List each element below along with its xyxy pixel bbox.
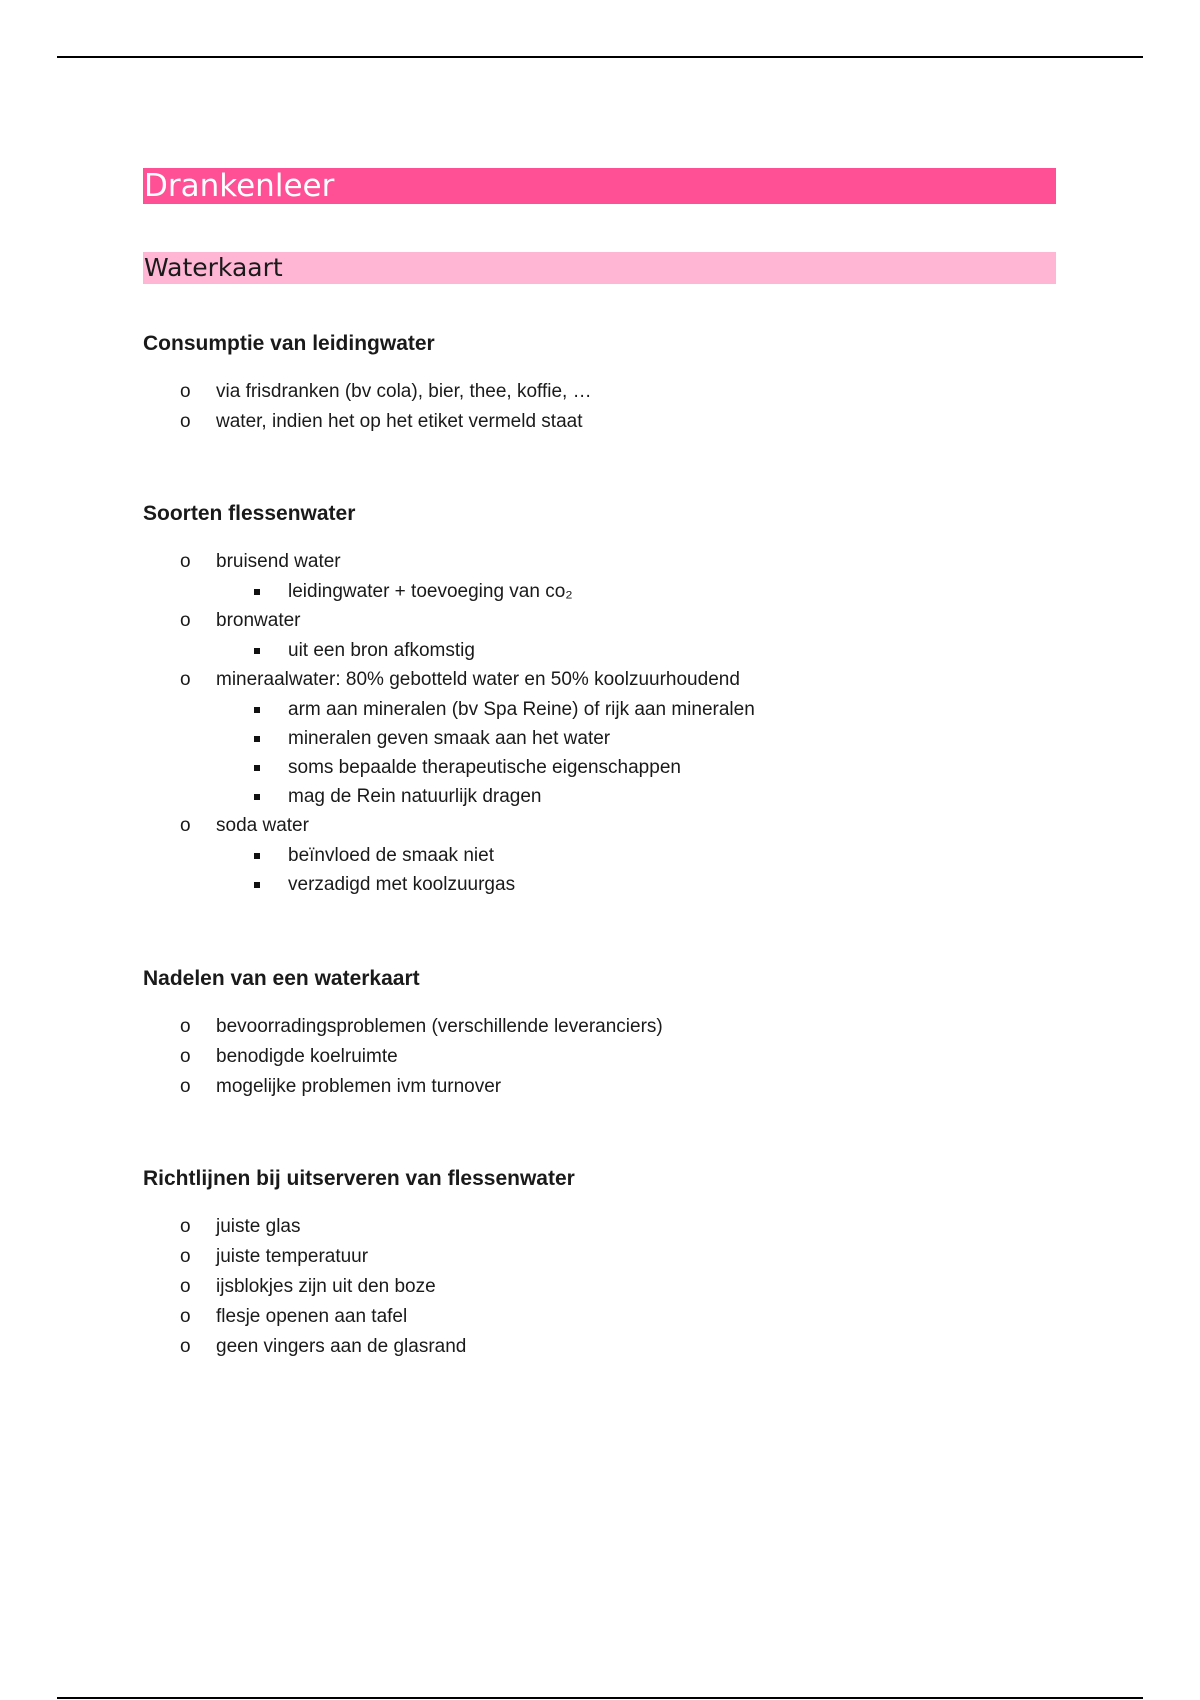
document-subtitle: Waterkaart	[143, 252, 1056, 284]
circle-bullet-icon: o	[180, 1276, 191, 1297]
sub-list-item-text: beïnvloed de smaak niet	[288, 845, 494, 866]
list-item	[143, 407, 592, 437]
bullet-list	[143, 1012, 663, 1102]
sub-list-item	[143, 782, 755, 811]
section-heading: Nadelen van een waterkaart	[143, 967, 420, 990]
sub-list-item-text: uit een bron afkomstig	[288, 640, 475, 661]
sub-list-item	[143, 695, 755, 724]
list-item	[143, 377, 592, 407]
sub-list-item-text: soms bepaalde therapeutische eigenschappen	[288, 757, 681, 778]
list-item-text: via frisdranken (bv cola), bier, thee, koffie, …	[216, 381, 592, 402]
circle-bullet-icon: o	[180, 1046, 191, 1067]
list-item	[143, 1332, 575, 1362]
section-consumptie	[143, 331, 592, 437]
square-bullet-icon	[254, 853, 260, 859]
bullet-list	[143, 1212, 575, 1362]
square-bullet-icon	[254, 794, 260, 800]
section-heading: Soorten flessenwater	[143, 502, 356, 525]
sub-list	[216, 636, 755, 665]
list-item-text: bruisend water	[216, 551, 341, 572]
circle-bullet-icon: o	[180, 1076, 191, 1097]
section-soorten	[143, 501, 755, 899]
list-item	[143, 1012, 663, 1042]
sub-list	[216, 577, 755, 606]
sub-list	[216, 841, 755, 899]
circle-bullet-icon: o	[180, 669, 191, 690]
list-item-text: flesje openen aan tafel	[216, 1306, 408, 1327]
circle-bullet-icon: o	[180, 1016, 191, 1037]
section-heading: Consumptie van leidingwater	[143, 332, 435, 355]
section-heading: Richtlijnen bij uitserveren van flessenwater	[143, 1167, 575, 1190]
list-item	[143, 1242, 575, 1272]
list-item-text: bronwater	[216, 610, 301, 631]
list-item	[143, 811, 755, 899]
sub-list	[216, 695, 755, 811]
list-item-text: bevoorradingsproblemen (verschillende leveranciers)	[216, 1016, 663, 1037]
document-body	[143, 168, 1056, 1357]
sub-list-item	[143, 870, 755, 899]
circle-bullet-icon: o	[180, 411, 191, 432]
sub-list-item-text: leidingwater + toevoeging van co₂	[288, 581, 573, 602]
list-item	[143, 665, 755, 811]
list-item	[143, 1072, 663, 1102]
sub-list-item-text: verzadigd met koolzuurgas	[288, 874, 516, 895]
list-item-text: benodigde koelruimte	[216, 1046, 398, 1067]
sub-list-item	[143, 753, 755, 782]
sub-list-item	[143, 577, 755, 606]
square-bullet-icon	[254, 882, 260, 888]
list-item	[143, 547, 755, 606]
square-bullet-icon	[254, 736, 260, 742]
list-item-text: soda water	[216, 815, 309, 836]
sub-list-item	[143, 724, 755, 753]
sub-list-item-text: mag de Rein natuurlijk dragen	[288, 786, 542, 807]
list-item-text: water, indien het op het etiket vermeld staat	[216, 411, 583, 432]
circle-bullet-icon: o	[180, 551, 191, 572]
bottom-rule	[57, 1697, 1143, 1699]
square-bullet-icon	[254, 589, 260, 595]
list-item	[143, 1212, 575, 1242]
circle-bullet-icon: o	[180, 381, 191, 402]
sub-list-item-text: mineralen geven smaak aan het water	[288, 728, 611, 749]
circle-bullet-icon: o	[180, 1336, 191, 1357]
square-bullet-icon	[254, 648, 260, 654]
list-item-text: ijsblokjes zijn uit den boze	[216, 1276, 436, 1297]
section-nadelen	[143, 966, 663, 1102]
list-item-text: geen vingers aan de glasrand	[216, 1336, 467, 1357]
sub-list-item	[143, 841, 755, 870]
list-item-text: mineraalwater: 80% gebotteld water en 50% koolzuurhoudend	[216, 669, 740, 690]
sub-list-item	[143, 636, 755, 665]
list-item	[143, 1302, 575, 1332]
circle-bullet-icon: o	[180, 1306, 191, 1327]
circle-bullet-icon: o	[180, 1216, 191, 1237]
circle-bullet-icon: o	[180, 1246, 191, 1267]
list-item-text: juiste glas	[216, 1216, 301, 1237]
bullet-list	[143, 547, 755, 899]
circle-bullet-icon: o	[180, 815, 191, 836]
list-item	[143, 606, 755, 665]
square-bullet-icon	[254, 765, 260, 771]
document-title: Drankenleer	[143, 168, 1056, 204]
list-item	[143, 1272, 575, 1302]
list-item-text: mogelijke problemen ivm turnover	[216, 1076, 502, 1097]
sub-list-item-text: arm aan mineralen (bv Spa Reine) of rijk aan mineralen	[288, 699, 755, 720]
section-richtlijnen	[143, 1166, 575, 1362]
top-rule	[57, 56, 1143, 58]
list-item	[143, 1042, 663, 1072]
circle-bullet-icon: o	[180, 610, 191, 631]
list-item-text: juiste temperatuur	[216, 1246, 369, 1267]
bullet-list	[143, 377, 592, 437]
square-bullet-icon	[254, 707, 260, 713]
